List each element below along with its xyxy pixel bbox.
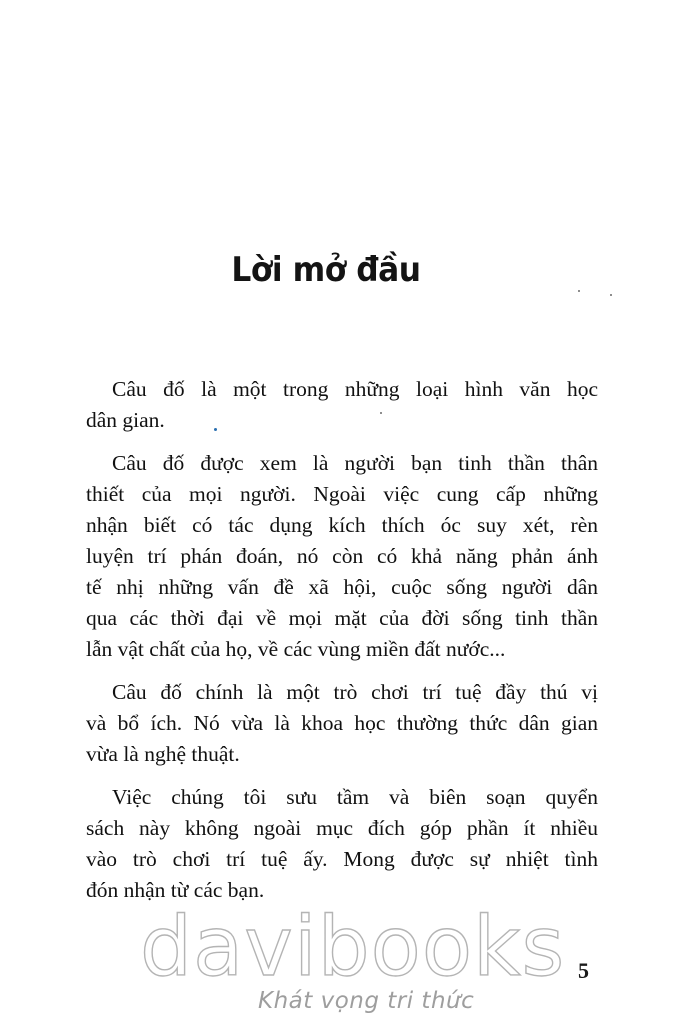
text-line: tế nhị những vấn đề xã hội, cuộc sống người dân	[86, 575, 598, 599]
scan-speck	[610, 294, 612, 296]
page-title: Lời mở đầu	[231, 250, 421, 290]
scan-speck	[380, 412, 382, 414]
text-line: luyện trí phán đoán, nó còn có khả năng phản ánh	[86, 544, 598, 568]
text-line: vào trò chơi trí tuệ ấy. Mong được sự nhiệt tình	[86, 847, 598, 871]
page-number: 5	[578, 958, 589, 983]
text-line: sách này không ngoài mục đích góp phần ít nhiều	[86, 816, 598, 840]
paragraph	[86, 782, 598, 906]
text-line: đón nhận từ các bạn.	[86, 878, 265, 902]
body-text	[86, 374, 598, 918]
text-line: và bổ ích. Nó vừa là khoa học thường thức dân gian	[86, 711, 598, 735]
watermark-brand: davibooks	[140, 900, 566, 995]
text-line: thiết của mọi người. Ngoài việc cung cấp những	[86, 482, 598, 506]
text-line: lẫn vật chất của họ, về các vùng miền đất nước...	[86, 637, 506, 661]
scan-speck	[214, 428, 217, 431]
text-line: Việc chúng tôi sưu tầm và biên soạn quyển	[112, 785, 598, 809]
text-line: Câu đố chính là một trò chơi trí tuệ đầy thú vị	[112, 680, 598, 704]
text-line: vừa là nghệ thuật.	[86, 742, 240, 766]
text-line: Câu đố được xem là người bạn tinh thần thân	[112, 451, 598, 475]
text-line: qua các thời đại về mọi mặt của đời sống tinh thần	[86, 606, 598, 630]
text-line: nhận biết có tác dụng kích thích óc suy xét, rèn	[86, 513, 598, 537]
text-line: Câu đố là một trong những loại hình văn học	[112, 377, 598, 401]
paragraph	[86, 677, 598, 770]
paragraph	[86, 448, 598, 665]
text-line: dân gian.	[86, 408, 165, 432]
paragraph	[86, 374, 598, 436]
watermark-tagline: Khát vọng tri thức	[258, 988, 475, 1014]
scan-speck	[578, 290, 580, 292]
